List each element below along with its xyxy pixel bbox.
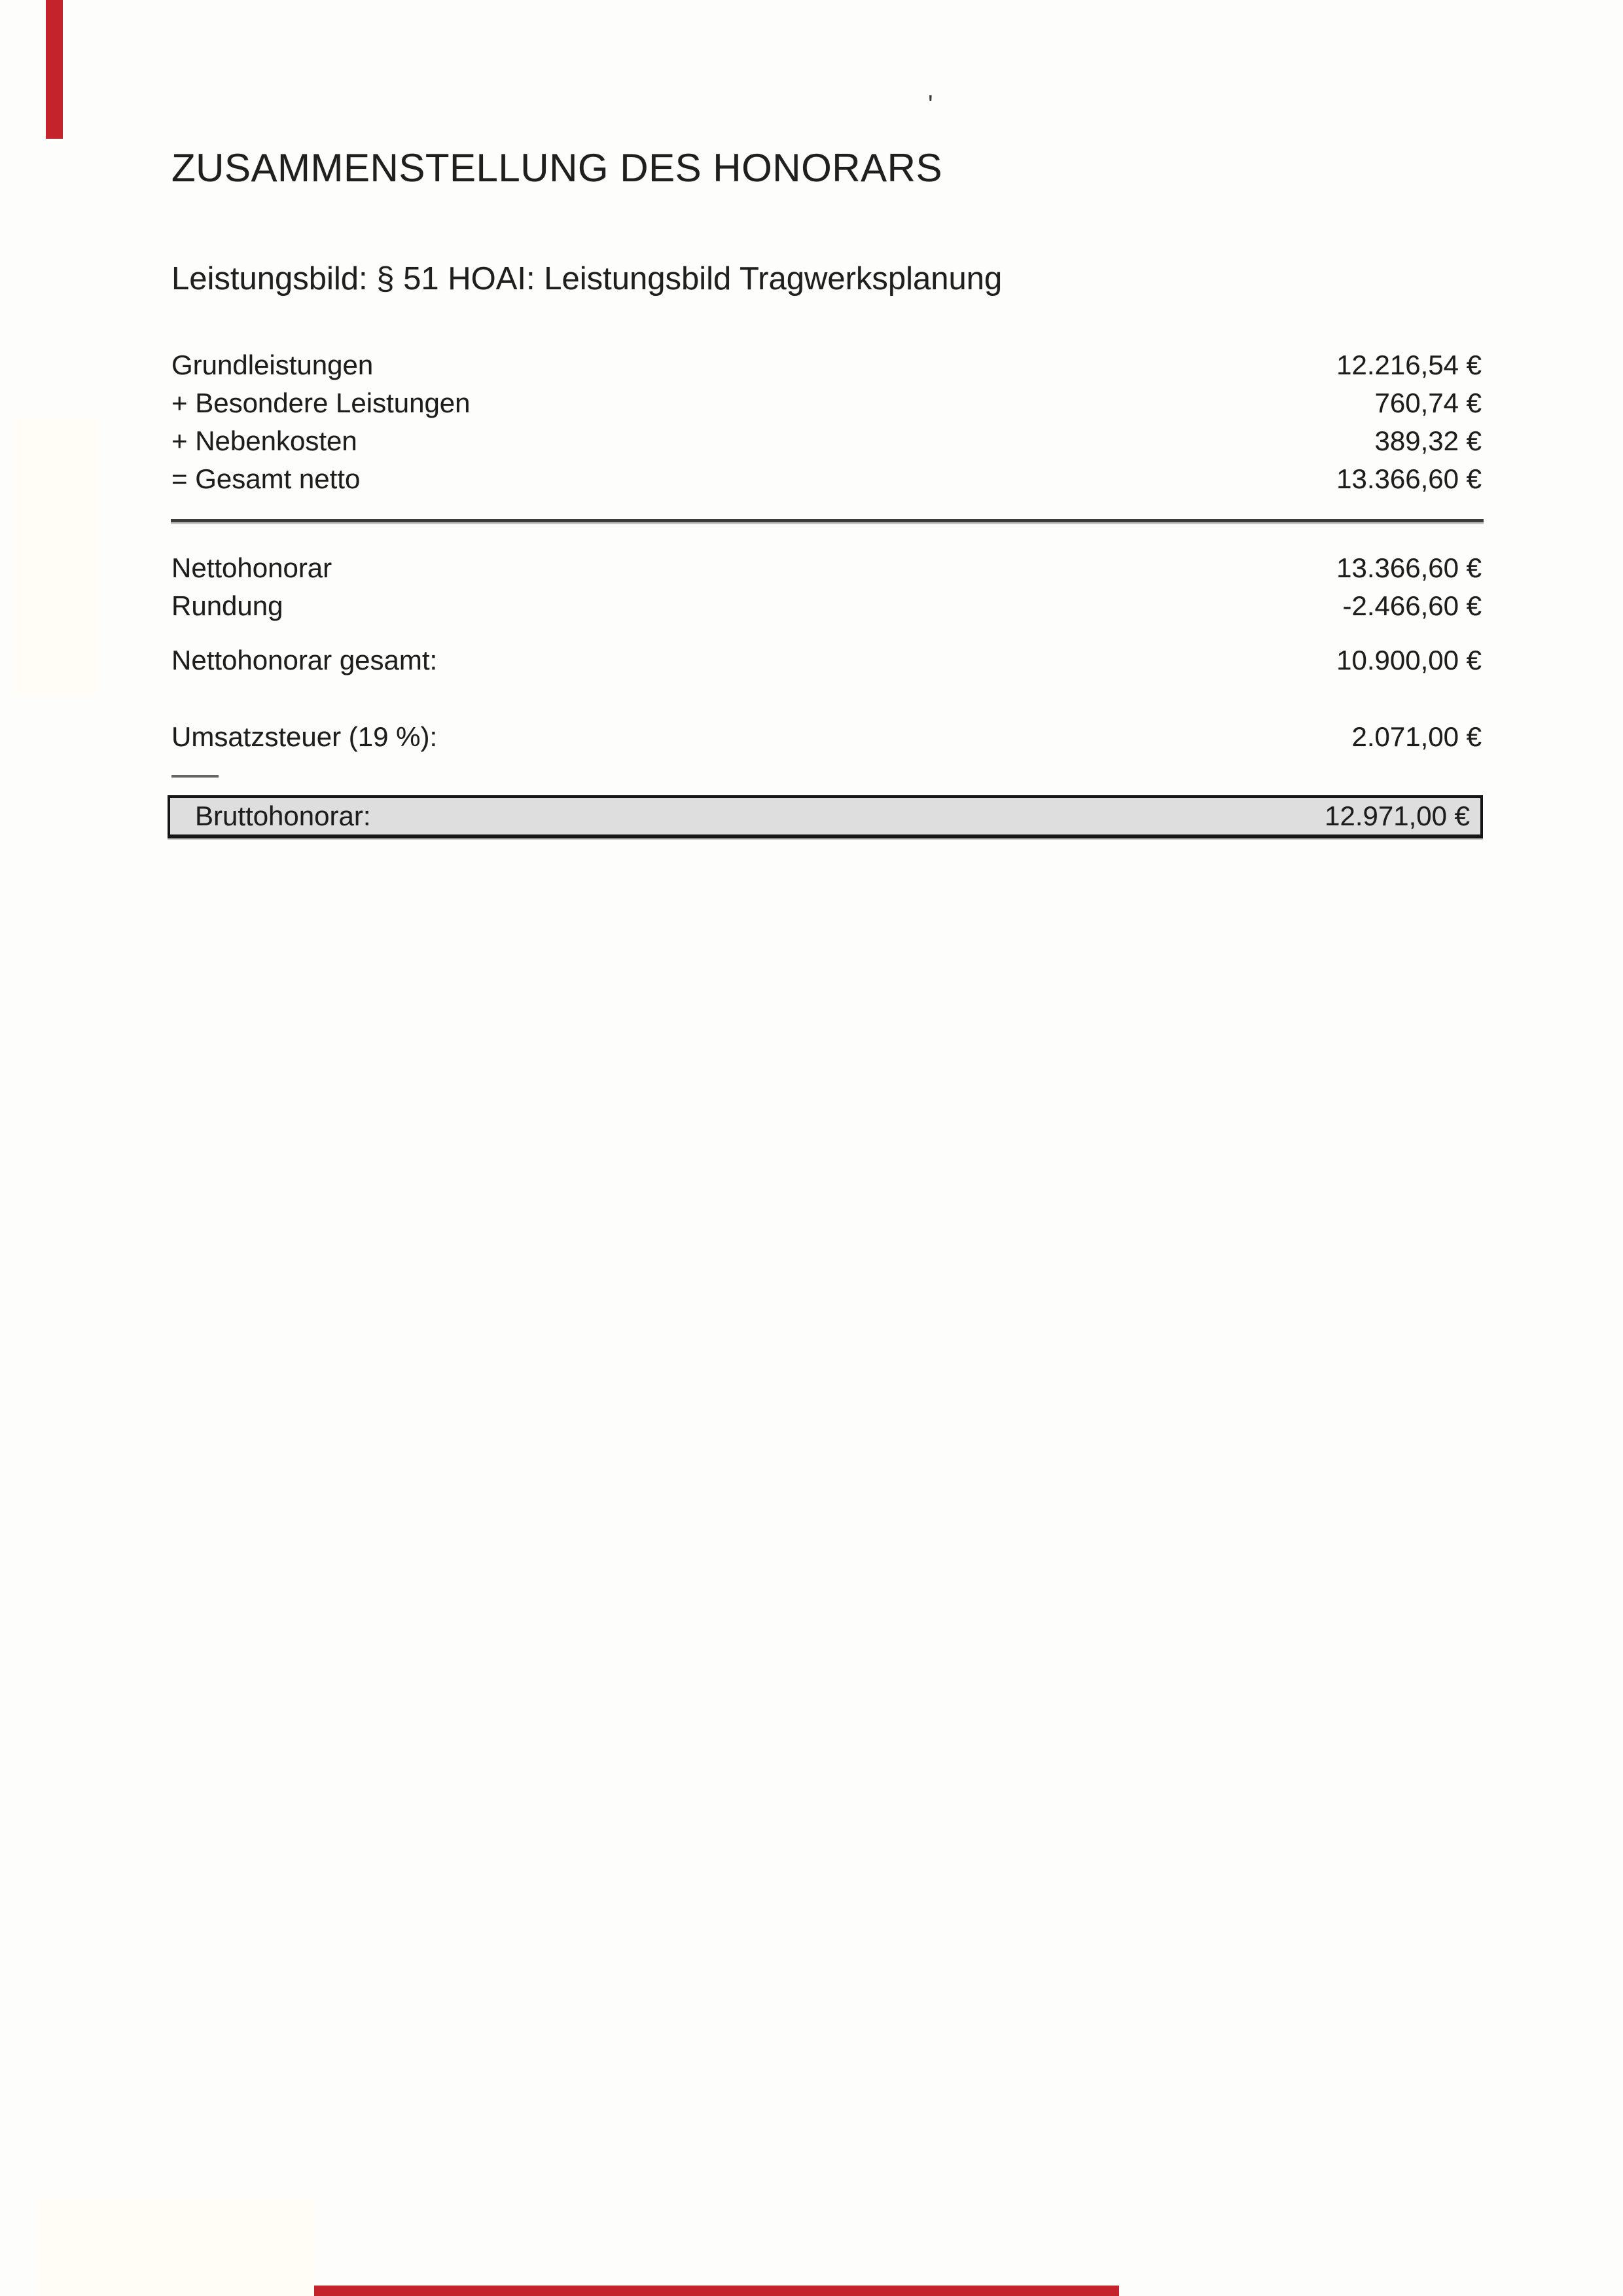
row-value: 760,74 € [1374,387,1482,418]
net-total-row [171,644,1482,677]
row-label: Umsatzsteuer (19 %): [171,721,438,752]
row-value: 12.216,54 € [1336,350,1482,380]
scan-artifact-red-bar-top-left [46,0,63,139]
page-title: ZUSAMMENSTELLUNG DES HONORARS [171,146,942,190]
row-label: Nettohonorar [171,552,332,583]
row-value: 10.900,00 € [1336,645,1482,675]
table-row [171,590,1482,622]
row-label: + Besondere Leistungen [171,387,471,418]
scan-smudge [13,419,98,694]
scan-speck: ' [928,90,933,119]
row-label: = Gesamt netto [171,463,361,494]
scan-artifact-red-bar-bottom [58,2286,1119,2296]
table-row [171,552,1482,584]
row-label: Nettohonorar gesamt: [171,645,438,675]
row-label: Grundleistungen [171,350,374,380]
scan-stray-dash [171,775,219,778]
row-value: 13.366,60 € [1336,552,1482,583]
horizontal-rule [171,519,1484,522]
table-row [171,425,1482,457]
row-label: + Nebenkosten [171,425,357,456]
row-label: Rundung [171,590,283,621]
gross-total-value: 12.971,00 € [1325,800,1470,831]
table-row [171,463,1482,495]
row-value: 13.366,60 € [1336,463,1482,494]
row-value: -2.466,60 € [1342,590,1482,621]
table-row [171,387,1482,420]
gross-total-label: Bruttohonorar: [195,800,371,831]
scan-smudge [39,2199,314,2296]
row-value: 389,32 € [1374,425,1482,456]
vat-row [171,721,1482,753]
gross-total-box [168,795,1483,838]
row-value: 2.071,00 € [1351,721,1482,752]
table-row [171,349,1482,382]
document-subtitle: Leistungsbild: § 51 HOAI: Leistungsbild Tragwerksplanung [171,261,1003,296]
